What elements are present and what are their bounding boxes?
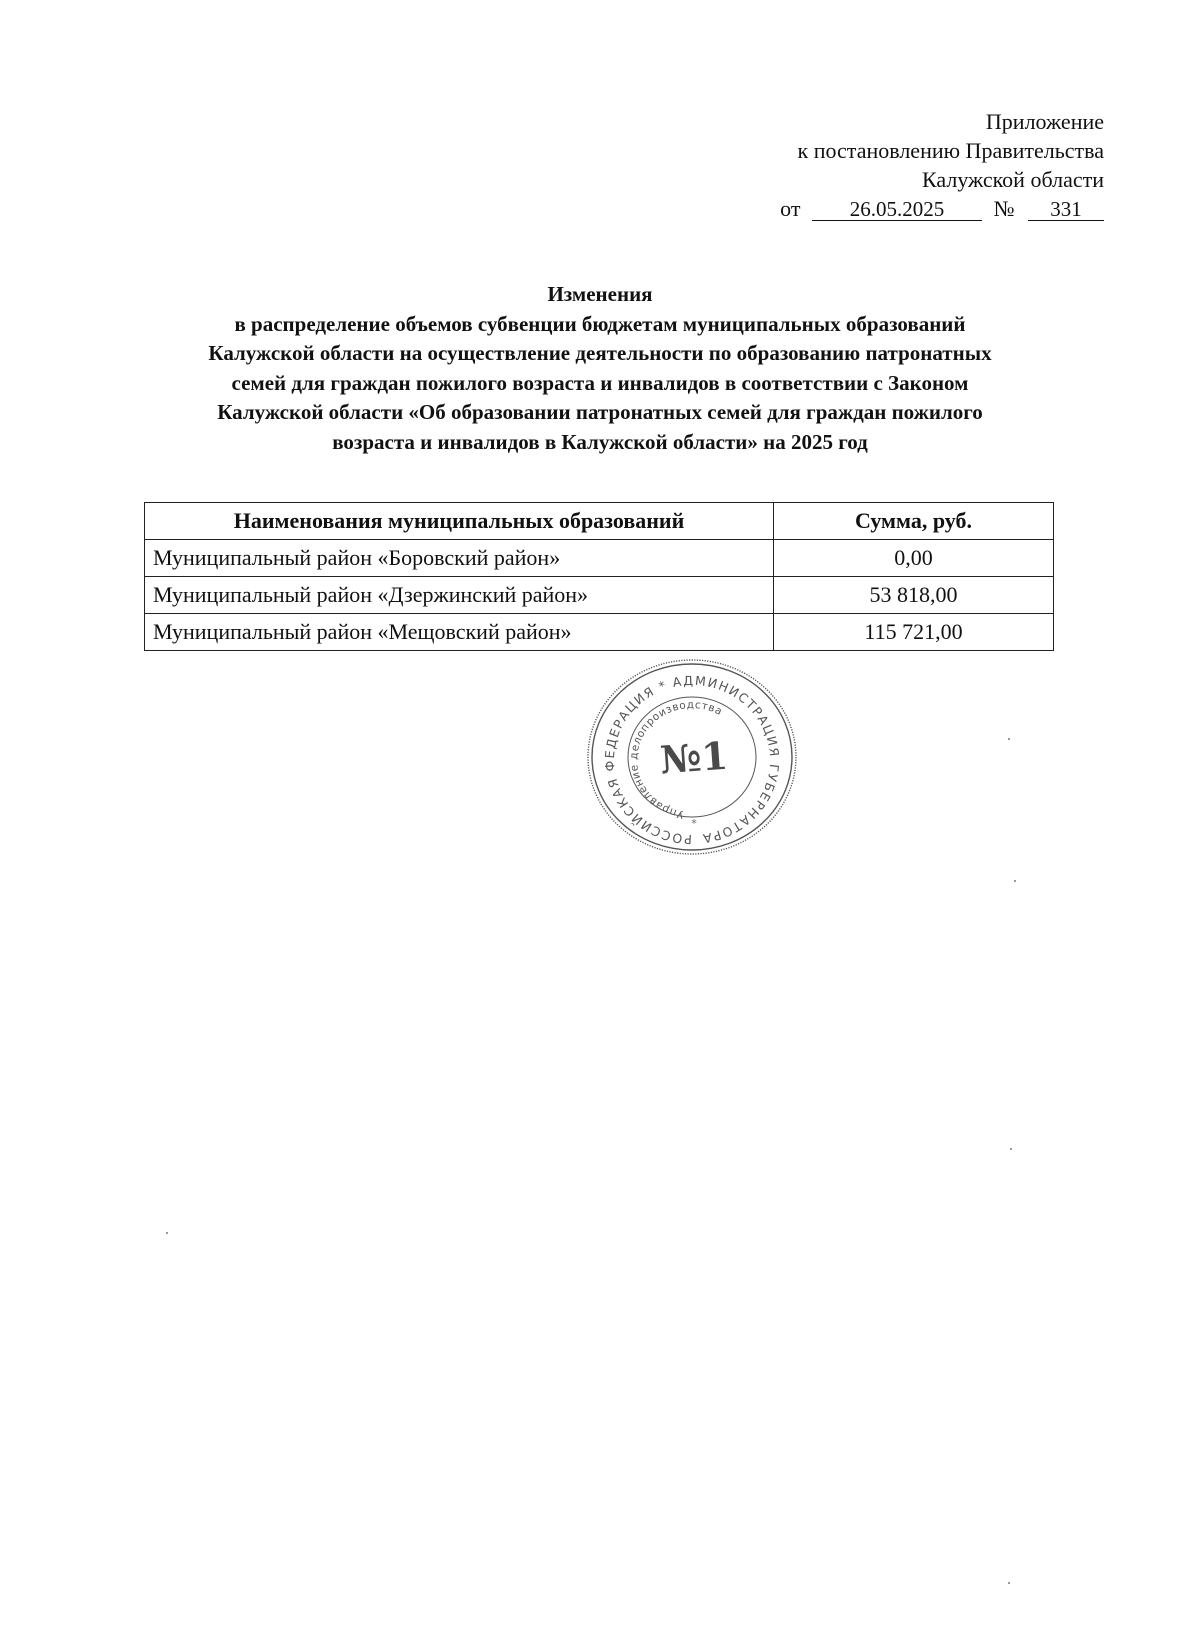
title-line-1: Изменения bbox=[547, 282, 653, 306]
scan-speck bbox=[1014, 880, 1016, 882]
scan-speck bbox=[1008, 1582, 1010, 1584]
appendix-region: Калужской области bbox=[922, 167, 1104, 192]
date-from-label: от bbox=[780, 196, 801, 221]
municipality-name: Муниципальный район «Мещовский район» bbox=[145, 614, 774, 651]
table-row bbox=[145, 577, 1054, 614]
appendix-header bbox=[684, 107, 1104, 223]
municipality-name: Муниципальный район «Дзержинский район» bbox=[145, 577, 774, 614]
subsidy-sum: 53 818,00 bbox=[774, 577, 1054, 614]
seal-outer-text: РОССИЙСКАЯ ФЕДЕРАЦИЯ * АДМИНИСТРАЦИЯ ГУБЕРНАТОРА bbox=[601, 672, 783, 848]
title-line-3: Калужской области на осуществление деятельности по образованию патронатных bbox=[208, 341, 992, 365]
subsidy-sum: 0,00 bbox=[774, 540, 1054, 577]
appendix-date-number bbox=[684, 194, 1104, 223]
title-line-5: Калужской области «Об образовании патронатных семей для граждан пожилого bbox=[217, 400, 983, 424]
number-sign: № bbox=[993, 196, 1015, 221]
appendix-label: Приложение bbox=[985, 109, 1104, 134]
seal-center-number: №1 bbox=[658, 732, 730, 783]
header-sum: Сумма, руб. bbox=[774, 503, 1054, 540]
title-line-4: семей для граждан пожилого возраста и инвалидов в соответствии с Законом bbox=[231, 370, 969, 395]
title-line-2: в распределение объемов субвенции бюджетам муниципальных образований bbox=[234, 311, 966, 336]
seal-inner-text: Управление делопроизводства bbox=[627, 698, 725, 821]
seal-star-icon: * bbox=[691, 817, 697, 830]
table-row bbox=[145, 614, 1054, 651]
resolution-number: 331 bbox=[1028, 198, 1104, 221]
document-title bbox=[110, 280, 1090, 457]
table-header-row bbox=[145, 503, 1054, 540]
scan-speck bbox=[1010, 1148, 1012, 1150]
scan-speck bbox=[1008, 738, 1010, 740]
appendix-resolution-ref: к постановлению Правительства bbox=[797, 138, 1104, 163]
municipality-name: Муниципальный район «Боровский район» bbox=[145, 540, 774, 577]
official-seal-stamp bbox=[582, 655, 802, 860]
title-line-6: возраста и инвалидов в Калужской области» на 2025 год bbox=[332, 429, 868, 454]
scan-speck bbox=[166, 1232, 168, 1234]
resolution-date: 26.05.2025 bbox=[812, 198, 982, 221]
table-row bbox=[145, 540, 1054, 577]
header-municipality: Наименования муниципальных образований bbox=[145, 503, 774, 540]
subsidy-table bbox=[144, 502, 1054, 651]
subsidy-sum: 115 721,00 bbox=[774, 614, 1054, 651]
